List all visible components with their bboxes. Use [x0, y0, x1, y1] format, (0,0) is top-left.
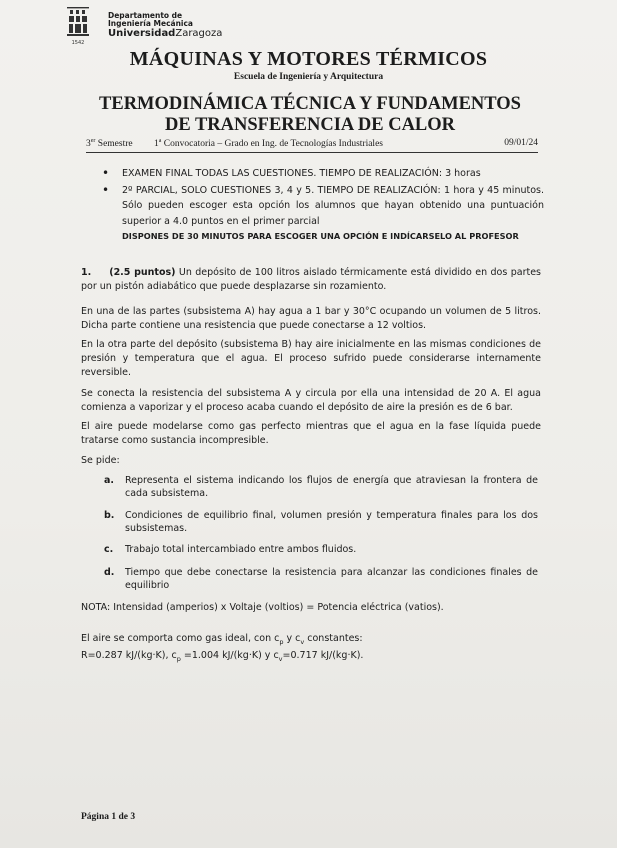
instruction-partial-bold: 2º PARCIAL, SOLO CUESTIONES 3, 4 y 5. TIEMPO DE REALIZACIÓN: 1 hora y 45 minutos.: [122, 184, 544, 196]
item-text: Tiempo que debe conectarse la resistencia para alcanzar las condiciones finales de equilibrio: [125, 567, 538, 591]
air-properties: [81, 632, 541, 666]
convocatoria-label: 1$^a$ Convocatoria – Grado en Ing. de Tecnologías Industriales: [154, 138, 383, 150]
paragraph-model: El aire puede modelarse como gas perfecto mientras que el agua en la fase líquida puede tratarse como sustancia incompresible.: [81, 421, 541, 446]
zaragoza-word: Zaragoza: [175, 28, 223, 39]
item-text: Representa el sistema indicando los flujos de energía que atraviesan la frontera de cada subsistema.: [125, 475, 538, 499]
air-properties-line-2: R=0.287 kJ/(kg·K), $c_p =1.004$ kJ/(kg·K) y $c_v=0.717$ kJ/(kg·K).: [81, 649, 364, 663]
item-label: a.: [104, 475, 115, 486]
paragraph-process: Se conecta la resistencia del subsistema A y circula por ella una intensidad de 20 A. El agua comienza a vaporizar y el proceso acaba cuando el depósito de aire la presión es de 6 bar.: [81, 388, 541, 413]
item-label: b.: [104, 510, 115, 521]
department-name: [108, 12, 193, 28]
instruction-full-exam: • EXAMEN FINAL TODAS LAS CUESTIONES. TIEMPO DE REALIZACIÓN: 3 horas: [104, 166, 544, 182]
instruction-choose-option: DISPONES DE 30 MINUTOS PARA ESCOGER UNA OPCIÓN E INDÍCARSELO AL PROFESOR: [122, 231, 519, 241]
university-logo: [63, 6, 97, 46]
subject-title-line-1: TERMODINÁMICA TÉCNICA Y FUNDAMENTOS: [99, 94, 521, 114]
se-pide-label: Se pide:: [81, 455, 120, 466]
question-item-b: [104, 509, 538, 535]
subject-title: [60, 94, 560, 136]
university-crest-icon: [63, 6, 97, 46]
svg-text:1542: 1542: [71, 40, 85, 46]
paragraph-subsystem-b: En la otra parte del depósito (subsistema B) hay aire inicialmente en las mismas condiciones de presión y temperatura que el agua. El proceso sufrido puede considerarse internamente reversible.: [81, 339, 541, 378]
department-line-2: Ingeniería Mecánica: [108, 19, 193, 28]
page-number: Página 1 de 3: [81, 812, 136, 822]
exam-meta-row: [86, 138, 538, 153]
instruction-partial-exam: [104, 183, 544, 230]
instruction-partial-rest: Sólo pueden escoger esta opción los alumnos que hayan obtenido una puntuación superior a 4.0 puntos en el primer parcial: [122, 200, 544, 227]
course-title: MÁQUINAS Y MOTORES TÉRMICOS: [129, 48, 488, 70]
question-item-a: [104, 474, 538, 500]
question-intro: [81, 266, 541, 294]
paragraph-subsystem-a: En una de las partes (subsistema A) hay agua a 1 bar y 30°C ocupando un volumen de 5 litros. Dicha parte contiene una resistencia que puede conectarse a 12 voltios.: [81, 306, 541, 331]
semester-label: 3er Semestre: [86, 138, 133, 150]
power-note: NOTA: Intensidad (amperios) x Voltaje (voltios) = Potencia eléctrica (vatios).: [81, 602, 444, 613]
item-label: d.: [104, 567, 115, 578]
university-name: [108, 28, 222, 39]
question-intro-text: Un depósito de 100 litros aislado térmicamente está dividido en dos partes por un pistón adiabático que puede desplazarse sin rozamiento.: [81, 267, 541, 292]
school-name: Escuela de Ingeniería y Arquitectura: [233, 72, 384, 82]
department-line-1: Departamento de: [108, 11, 183, 20]
air-properties-line-1: El aire se comporta como gas ideal, con $c_p$ y $c_v$ constantes:: [81, 633, 363, 646]
question-points: (2.5 puntos): [109, 267, 176, 278]
subject-title-line-2: DE TRANSFERENCIA DE CALOR: [164, 115, 456, 135]
question-number: 1.: [81, 267, 92, 278]
item-label: c.: [104, 544, 114, 555]
university-word: Universidad: [108, 28, 176, 39]
question-item-c: [104, 543, 538, 556]
exam-date: 09/01/24: [504, 138, 538, 148]
item-text: Trabajo total intercambiado entre ambos fluidos.: [125, 544, 357, 555]
item-text: Condiciones de equilibrio final, volumen presión y temperatura finales para los dos subsistemas.: [125, 510, 538, 534]
question-item-d: [104, 566, 538, 592]
instructions: [104, 166, 544, 245]
